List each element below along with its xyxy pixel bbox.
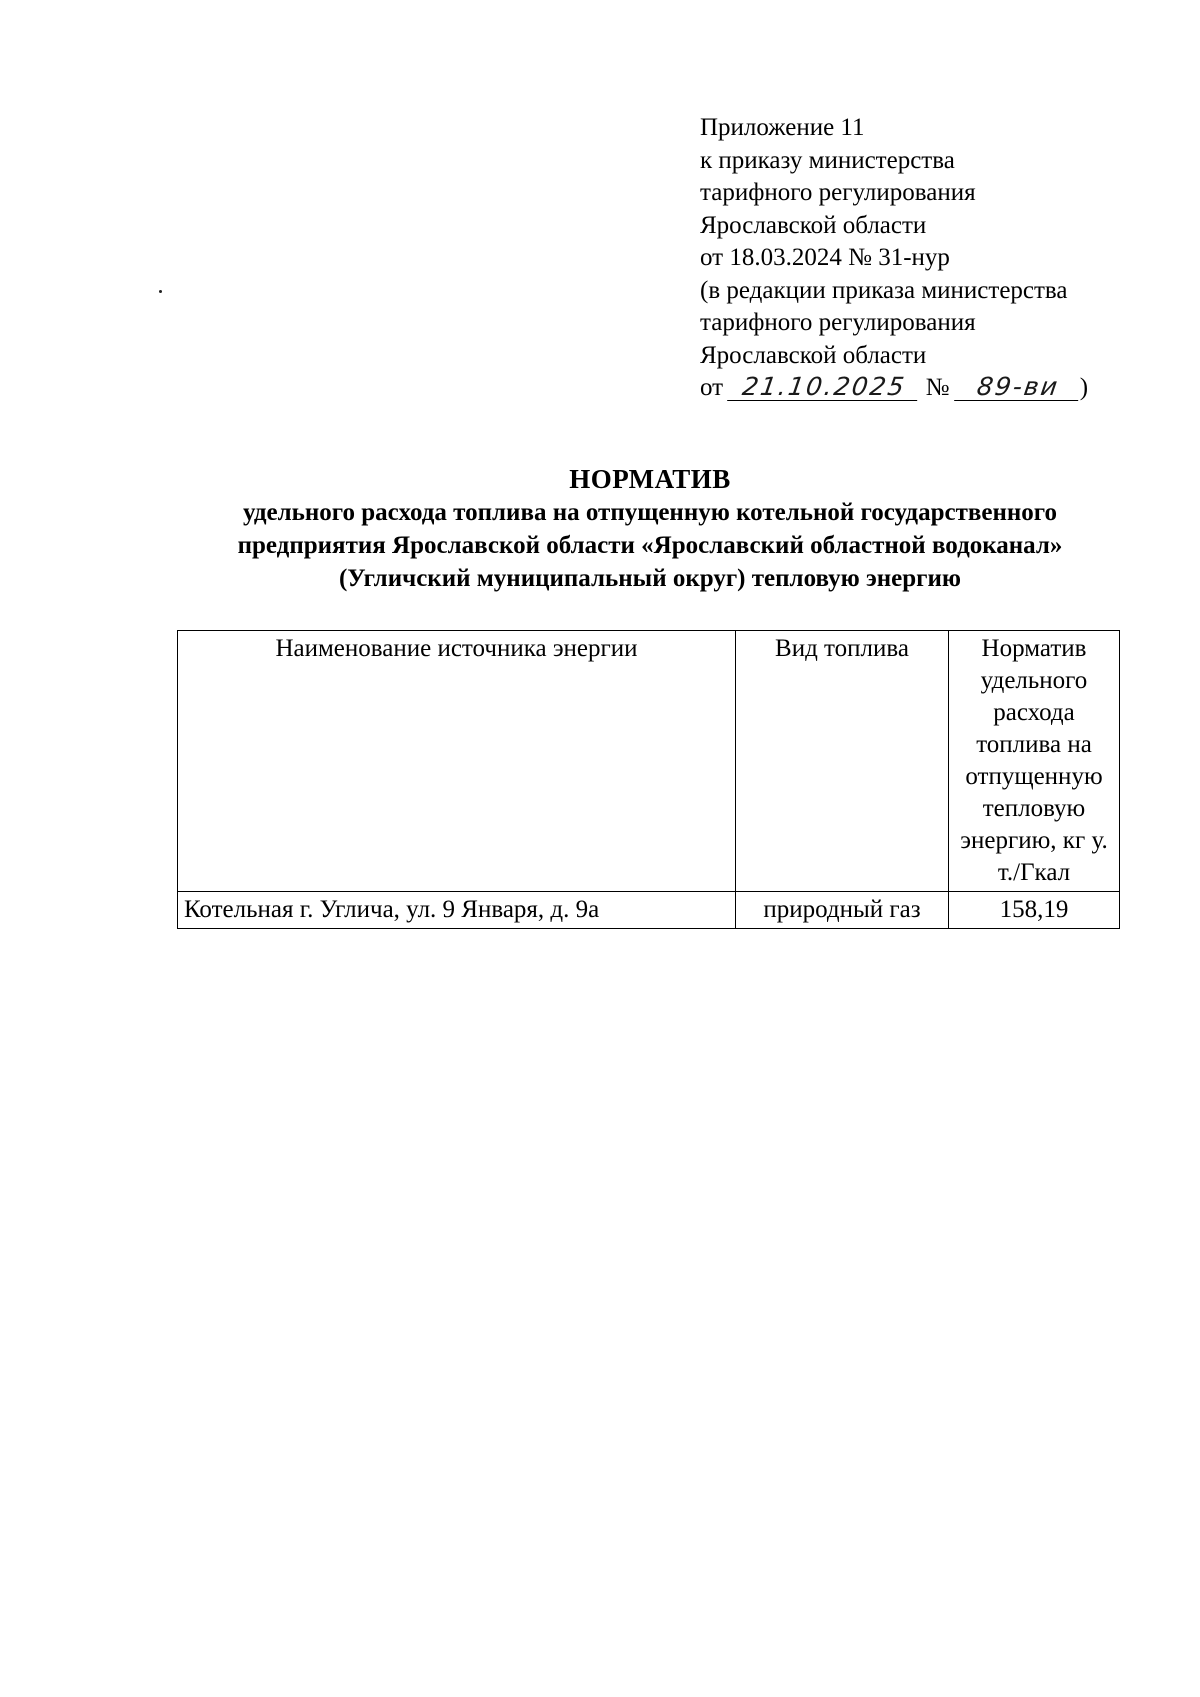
header-source: Наименование источника энергии — [178, 631, 736, 892]
attachment-order-line — [700, 372, 1180, 405]
cell-fuel: природный газ — [736, 892, 949, 929]
attachment-line: тарифного регулирования — [700, 179, 976, 206]
order-prefix: от — [700, 374, 724, 401]
cell-source: Котельная г. Углича, ул. 9 Января, д. 9а — [178, 892, 736, 929]
handwritten-date: 21.10.2025 — [727, 374, 921, 401]
norm-table — [177, 630, 1120, 929]
document-title — [160, 462, 1140, 595]
number-sign: № — [925, 374, 950, 401]
table-header-row — [178, 631, 1120, 892]
cell-value: 158,19 — [949, 892, 1120, 929]
attachment-line: к приказу министерства — [700, 146, 955, 174]
attachment-line: от 18.03.2024 № 31-нур — [700, 244, 950, 271]
title-subtitle-line: (Угличский муниципальный округ) тепловую энергию — [338, 565, 962, 592]
handwritten-number: 89-ви — [954, 374, 1082, 401]
title-subtitle-line: предприятия Ярославской области «Ярославский областной водоканал» — [237, 532, 1063, 559]
header-norm: Норматив удельного расхода топлива на отпущенную тепловую энергию, кг у. т./Гкал — [949, 631, 1120, 892]
header-fuel: Вид топлива — [736, 631, 949, 892]
scan-speck — [159, 290, 162, 293]
title-main: НОРМАТИВ — [569, 464, 731, 494]
closing-paren: ) — [1079, 374, 1089, 401]
attachment-line: Ярославской области — [700, 211, 927, 239]
title-subtitle-line: удельного расхода топлива на отпущенную котельной государственного — [242, 499, 1057, 526]
attachment-line: Ярославской области — [700, 341, 927, 369]
attachment-line: Приложение 11 — [700, 114, 865, 141]
table-row — [178, 892, 1120, 929]
attachment-line: (в редакции приказа министерства — [700, 276, 1068, 304]
attachment-header — [700, 112, 1180, 405]
attachment-line: тарифного регулирования — [700, 309, 976, 336]
